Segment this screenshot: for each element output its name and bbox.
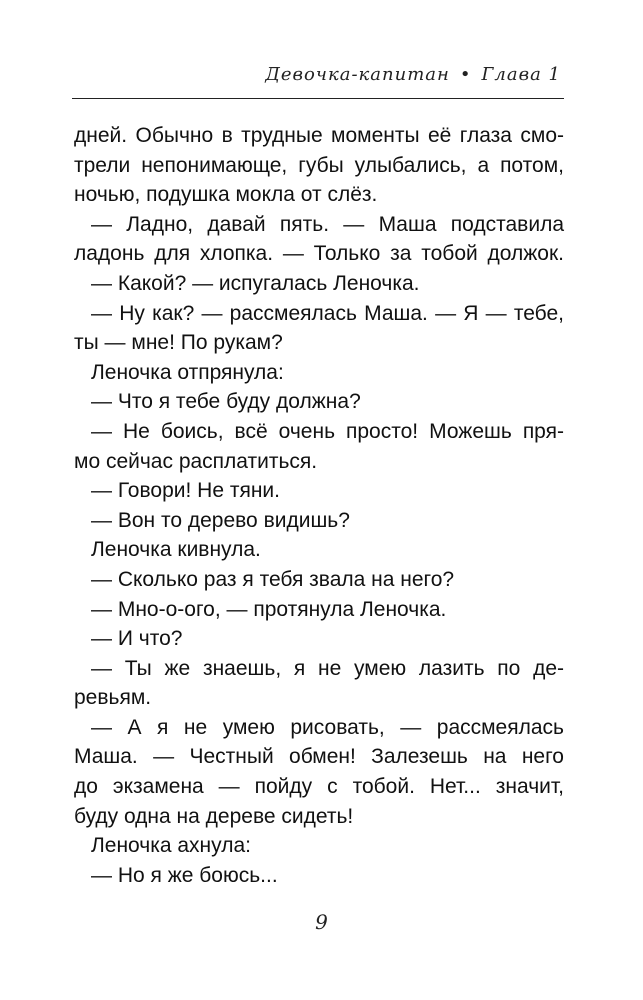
text-line: — Ты же знаешь, я не умею лазить по де- xyxy=(91,656,564,680)
text-line: — И что? xyxy=(91,627,183,651)
page-number: 9 xyxy=(315,910,328,934)
text-line: Леночка кивнула. xyxy=(91,538,261,562)
text-line: Маша. — Честный обмен! Залезешь на него xyxy=(74,745,564,769)
text-line: — Не боись, всё очень просто! Можешь пря- xyxy=(91,419,564,443)
text-line: ладонь для хлопка. — Только за тобой должок. xyxy=(74,242,564,266)
text-line: Леночка ахнула: xyxy=(91,834,251,858)
header-rule xyxy=(72,98,564,99)
text-line: дней. Обычно в трудные моменты её глаза смо- xyxy=(74,124,564,147)
body-text xyxy=(74,121,564,890)
text-line: — А я не умею рисовать, — рассмеялась xyxy=(91,715,564,739)
book-title: Девочка-капитан xyxy=(265,64,450,85)
text-line: до экзамена — пойду с тобой. Нет... значит, xyxy=(74,775,564,799)
text-line: ночью, подушка мокла от слёз. xyxy=(74,183,378,207)
text-line: — Мно-о-ого, — протянула Леночка. xyxy=(91,597,447,621)
text-line: ревьям. xyxy=(74,686,152,710)
header-separator: • xyxy=(459,64,472,85)
text-line: мо сейчас расплатиться. xyxy=(74,449,318,473)
running-header xyxy=(265,64,561,85)
text-line: — Говори! Не тяни. xyxy=(91,479,280,503)
chapter-label: Глава 1 xyxy=(481,64,561,85)
text-line: ты — мне! По рукам? xyxy=(74,331,283,355)
text-line: — Но я же боюсь... xyxy=(91,863,278,887)
text-line: — Ну как? — рассмеялась Маша. — Я — тебе, xyxy=(91,301,564,325)
text-line: буду одна на дереве сидеть! xyxy=(74,804,354,828)
text-line: — Что я тебе буду должна? xyxy=(91,390,361,414)
text-line: Леночка отпрянула: xyxy=(91,360,284,384)
text-line: — Ладно, давай пять. — Маша подставила xyxy=(91,212,564,236)
text-line: — Какой? — испугалась Леночка. xyxy=(91,271,420,295)
text-line: — Вон то дерево видишь? xyxy=(91,508,350,532)
text-line: трели непонимающе, губы улыбались, а потом, xyxy=(74,153,564,177)
text-line: — Сколько раз я тебя звала на него? xyxy=(91,567,455,591)
